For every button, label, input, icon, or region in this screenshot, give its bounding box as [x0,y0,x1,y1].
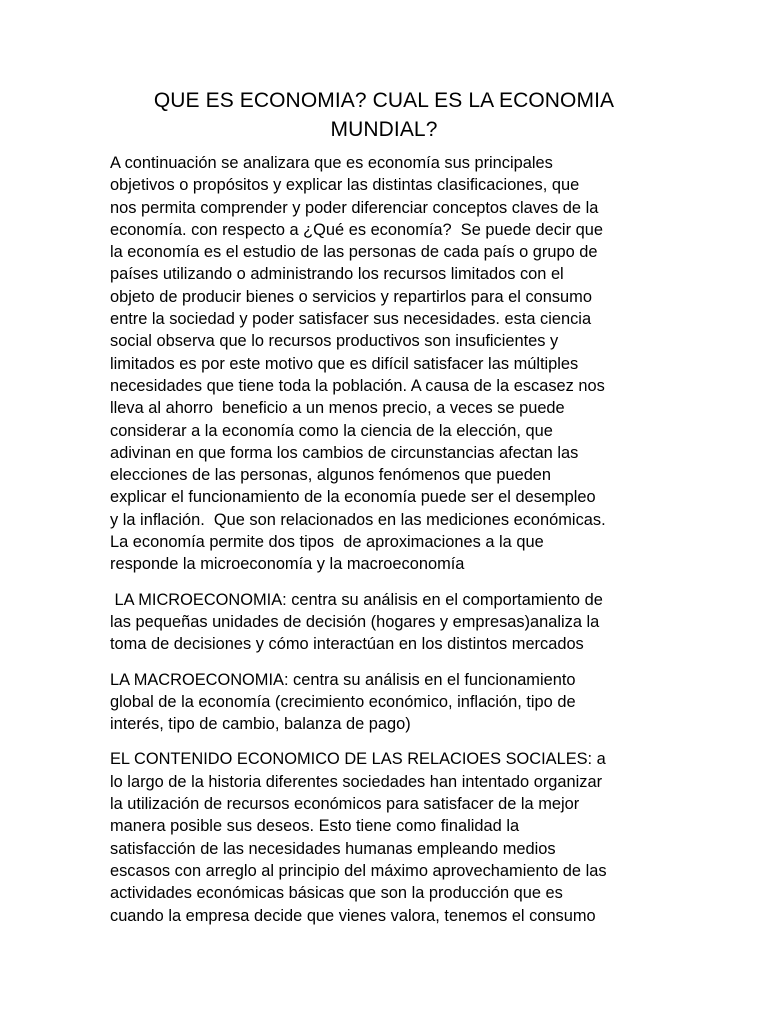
body-paragraph [110,748,670,926]
paragraph-line: la utilización de recursos económicos para satisfacer de la mejor [110,795,580,814]
paragraph-line: las pequeñas unidades de decisión (hogares y empresas)analiza la [110,612,600,631]
page-title [100,86,668,144]
paragraph-line: social observa que lo recursos productivos son insuficientes y [110,332,559,351]
paragraph-line: cuando la empresa decide que vienes valora, tenemos el consumo [110,906,596,925]
paragraph-line: actividades económicas básicas que son la producción que es [110,884,563,903]
paragraph-line: EL CONTENIDO ECONOMICO DE LAS RELACIOES SOCIALES: a [110,750,606,769]
paragraph-line: la economía es el estudio de las personas de cada país o grupo de [110,243,598,262]
body-paragraph [110,589,670,656]
paragraph-line: interés, tipo de cambio, balanza de pago) [110,715,411,734]
title-line: MUNDIAL? [330,118,438,141]
paragraph-line: nos permita comprender y poder diferenciar conceptos claves de la [110,198,599,217]
body-paragraph [110,669,670,736]
paragraph-line: elecciones de las personas, algunos fenómenos que pueden [110,466,552,485]
document-body [110,152,670,927]
paragraph-line: necesidades que tiene toda la población. A causa de la escasez nos [110,376,605,395]
paragraph-line: responde la microeconomía y la macroeconomía [110,555,465,574]
paragraph-line: A continuación se analizara que es economía sus principales [110,154,553,172]
paragraph-line: considerar a la economía como la ciencia de la elección, que [110,421,553,440]
paragraph-line: global de la economía (crecimiento económico, inflación, tipo de [110,692,576,711]
paragraph-line: entre la sociedad y poder satisfacer sus necesidades. esta ciencia [110,310,592,329]
paragraph-line: LA MICROECONOMIA: centra su análisis en el comportamiento de [110,590,603,609]
paragraph-line: objeto de producir bienes o servicios y repartirlos para el consumo [110,287,592,306]
paragraph-line: lleva al ahorro beneficio a un menos precio, a veces se puede [110,399,565,418]
paragraph-line: adivinan en que forma los cambios de circunstancias afectan las [110,443,579,462]
title-line: QUE ES ECONOMIA? CUAL ES LA ECONOMIA [153,89,615,112]
paragraph-line: LA MACROECONOMIA: centra su análisis en el funcionamiento [110,670,576,689]
paragraph-line: objetivos o propósitos y explicar las distintas clasificaciones, que [110,176,580,195]
paragraph-line: toma de decisiones y cómo interactúan en los distintos mercados [110,635,584,654]
paragraph-line: explicar el funcionamiento de la economía puede ser el desempleo [110,488,596,507]
paragraph-line: economía. con respecto a ¿Qué es economía? Se puede decir que [110,220,603,239]
paragraph-line: y la inflación. Que son relacionados en las mediciones económicas. [110,510,606,529]
paragraph-line: La economía permite dos tipos de aproximaciones a la que [110,533,544,552]
paragraph-line: países utilizando o administrando los recursos limitados con el [110,265,564,284]
paragraph-line: escasos con arreglo al principio del máximo aprovechamiento de las [110,861,607,880]
paragraph-line: limitados es por este motivo que es difícil satisfacer las múltiples [110,354,579,373]
paragraph-line: lo largo de la historia diferentes sociedades han intentado organizar [110,772,603,791]
body-paragraph [110,152,670,576]
paragraph-line: manera posible sus deseos. Esto tiene como finalidad la [110,817,520,836]
paragraph-line: satisfacción de las necesidades humanas empleando medios [110,839,556,858]
